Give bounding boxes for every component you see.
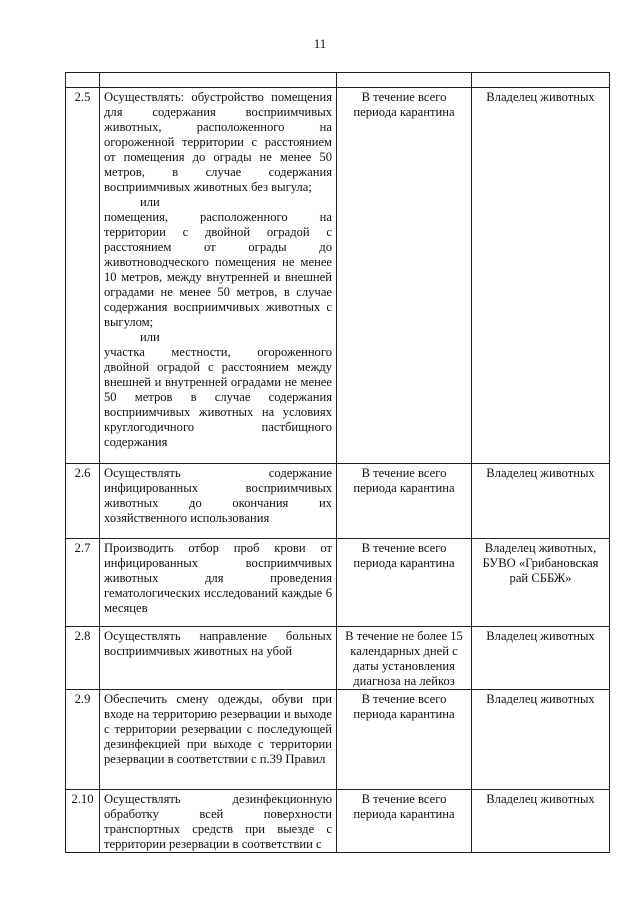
measures-table bbox=[65, 72, 610, 853]
row-number: 2.9 bbox=[66, 690, 100, 790]
responsible-cell: Владелец животных, БУВО «Грибановская рай СББЖ» bbox=[472, 539, 610, 627]
action-cell: Осуществлять содержание инфицированных восприимчивых животных до окончания их хозяйственного использования bbox=[100, 464, 337, 539]
action-text: помещения, расположенного на территории с двойной оградой с расстоянием от ограды до животноводческого помещения не менее 10 метров, между внутренней и внешней оградами не менее 50 метров, в случае содержания восприимчивых животных с выгулом; bbox=[104, 210, 332, 329]
table-header-row bbox=[66, 73, 610, 88]
term-cell: В течение всего периода карантина bbox=[337, 690, 472, 790]
action-text: Осуществлять: обустройство помещения для содержания восприимчивых животных, расположенного на огороженной территории с расстоянием от помещения до ограды не менее 50 метров, в случае содержания восприимчивых животных без выгула; bbox=[104, 90, 332, 194]
table-row bbox=[66, 464, 610, 539]
term-cell: В течение не более 15 календарных дней с даты установления диагноза на лейкоз bbox=[337, 627, 472, 690]
table-row bbox=[66, 88, 610, 464]
responsible-cell: Владелец животных bbox=[472, 690, 610, 790]
header-cell bbox=[337, 73, 472, 88]
responsible-cell: Владелец животных bbox=[472, 627, 610, 690]
action-cell: Производить отбор проб крови от инфицированных восприимчивых животных для проведения гематологических исследований каждые 6 месяцев bbox=[100, 539, 337, 627]
term-cell: В течение всего периода карантина bbox=[337, 88, 472, 464]
row-number: 2.6 bbox=[66, 464, 100, 539]
action-cell bbox=[100, 88, 337, 464]
responsible-cell: Владелец животных bbox=[472, 790, 610, 853]
responsible-cell: Владелец животных bbox=[472, 88, 610, 464]
action-cell: Обеспечить смену одежды, обуви при входе на территорию резервации и выходе с территории резервации с последующей дезинфекцией при выходе с территории резервации в соответствии с п.39 Правил bbox=[100, 690, 337, 790]
header-cell bbox=[66, 73, 100, 88]
action-text: участка местности, огороженного двойной оградой с расстоянием между внешней и внутренней оградами не менее 50 метров в случае содержания восприимчивых животных на условиях круглогодичного пастбищного содержания bbox=[104, 345, 332, 449]
table-row bbox=[66, 627, 610, 690]
row-number: 2.5 bbox=[66, 88, 100, 464]
action-cell: Осуществлять дезинфекционную обработку всей поверхности транспортных средств при выезде с территории резервации в соответствии с bbox=[100, 790, 337, 853]
table-row bbox=[66, 539, 610, 627]
header-cell bbox=[100, 73, 337, 88]
responsible-cell: Владелец животных bbox=[472, 464, 610, 539]
row-number: 2.7 bbox=[66, 539, 100, 627]
table-row bbox=[66, 790, 610, 853]
table-row bbox=[66, 690, 610, 790]
action-text-or: или bbox=[140, 195, 160, 209]
term-cell: В течение всего периода карантина bbox=[337, 790, 472, 853]
page-number: 11 bbox=[313, 36, 327, 51]
action-cell: Осуществлять направление больных восприимчивых животных на убой bbox=[100, 627, 337, 690]
term-cell: В течение всего периода карантина bbox=[337, 539, 472, 627]
header-cell bbox=[472, 73, 610, 88]
action-text-or: или bbox=[140, 330, 160, 344]
row-number: 2.10 bbox=[66, 790, 100, 853]
row-number: 2.8 bbox=[66, 627, 100, 690]
term-cell: В течение всего периода карантина bbox=[337, 464, 472, 539]
